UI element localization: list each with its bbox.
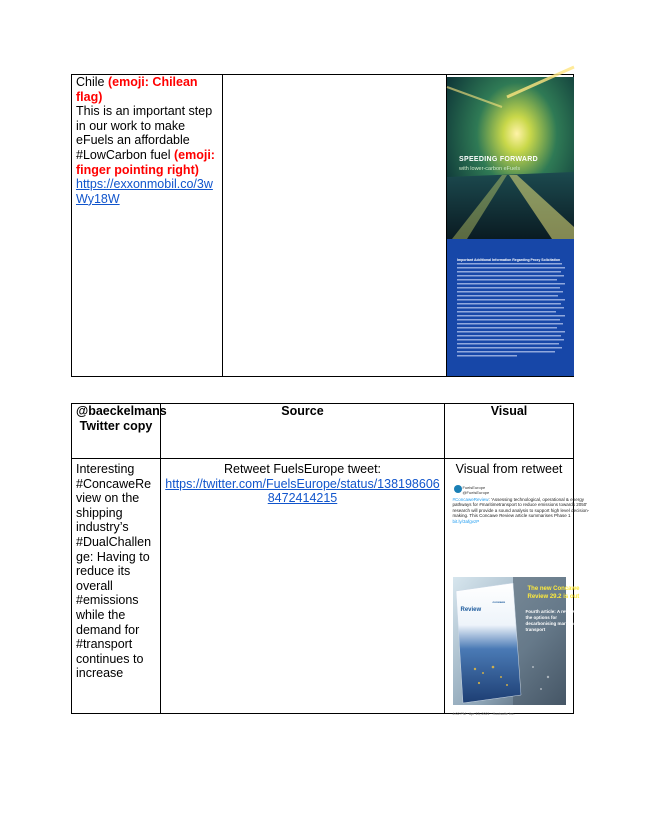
- account-info: [463, 485, 490, 495]
- header-twitter-copy: @baeckelmans Twitter copy: [72, 404, 161, 459]
- source-cell: [161, 459, 445, 714]
- header-visual: Visual: [445, 404, 574, 459]
- visual-cell: [445, 459, 590, 716]
- poster-subtitle: with lower-carbon eFuels: [459, 166, 521, 172]
- exxon-link[interactable]: https://exxonmobil.co/3wWy18W: [76, 177, 213, 206]
- source-text: Retweet FuelsEurope tweet:: [223, 462, 382, 476]
- cover-tag: concawe: [492, 599, 506, 604]
- visual-text: Visual from retweet: [455, 462, 563, 476]
- retweet-image: [452, 481, 590, 716]
- account-handle: @FuelsEurope: [462, 489, 490, 495]
- emoji-flag-label: (emoji: Chilean flag): [76, 75, 198, 104]
- visual-cell: [447, 75, 574, 377]
- source-cell: [223, 75, 447, 377]
- tweet-footer: 4:02 PM · Apr 13, 2021 · Hootsuite Inc.: [452, 711, 515, 716]
- header-source: Source: [161, 404, 445, 459]
- overlay-subtext: Fourth article: A review of the options for decarbonising maritime transport: [525, 608, 581, 632]
- tunnel-graphic: [447, 77, 574, 376]
- overlay-headline: The new Concawe Review 29.2 is out: [527, 585, 580, 600]
- copy-text-body: This is an important step in our work to make eFuels an affordable #LowCarbon fuel: [76, 104, 213, 162]
- tweet-body: : 'Assessing technological, operational & energy pathways for #maritimetransport to reduce emissions towards 2050' research will provide a sound analysis to support high level decision-making. This Concawe Review article summarises Phase 1: [452, 496, 590, 519]
- emoji-finger-label: (emoji: finger pointing right): [76, 147, 215, 177]
- poster-heading: Important Additional Information Regarding Proxy Solicitation: [457, 258, 561, 262]
- twitter-copy-cell: [72, 459, 161, 714]
- table-row: [72, 459, 574, 714]
- content-table: [71, 403, 590, 716]
- tweet-text: [453, 497, 593, 525]
- header-row: [72, 404, 574, 459]
- copy-text-chile: Chile: [76, 75, 108, 89]
- tweet-link[interactable]: bit.ly/3afgvzP: [452, 518, 480, 524]
- cover-title: Review: [460, 606, 482, 613]
- source-link[interactable]: https://twitter.com/FuelsEurope/status/1381986068472414215: [165, 476, 440, 506]
- copy-text: Interesting #ConcaweReview on the shipping industry’s #DualChallenge: Having to reduce its overall #emissions while the demand for #transport continues to increase: [76, 462, 152, 681]
- table-row: [72, 75, 574, 377]
- exxon-poster-image: [447, 77, 574, 376]
- fuelseurope-logo: [454, 485, 462, 493]
- twitter-copy-cell: [72, 75, 223, 377]
- tweet-hashtag: #ConcaweReview: [452, 496, 489, 502]
- poster-title: SPEEDING FORWARD: [459, 156, 538, 163]
- continued-table: [71, 74, 574, 377]
- account-name: FuelsEurope: [462, 484, 486, 490]
